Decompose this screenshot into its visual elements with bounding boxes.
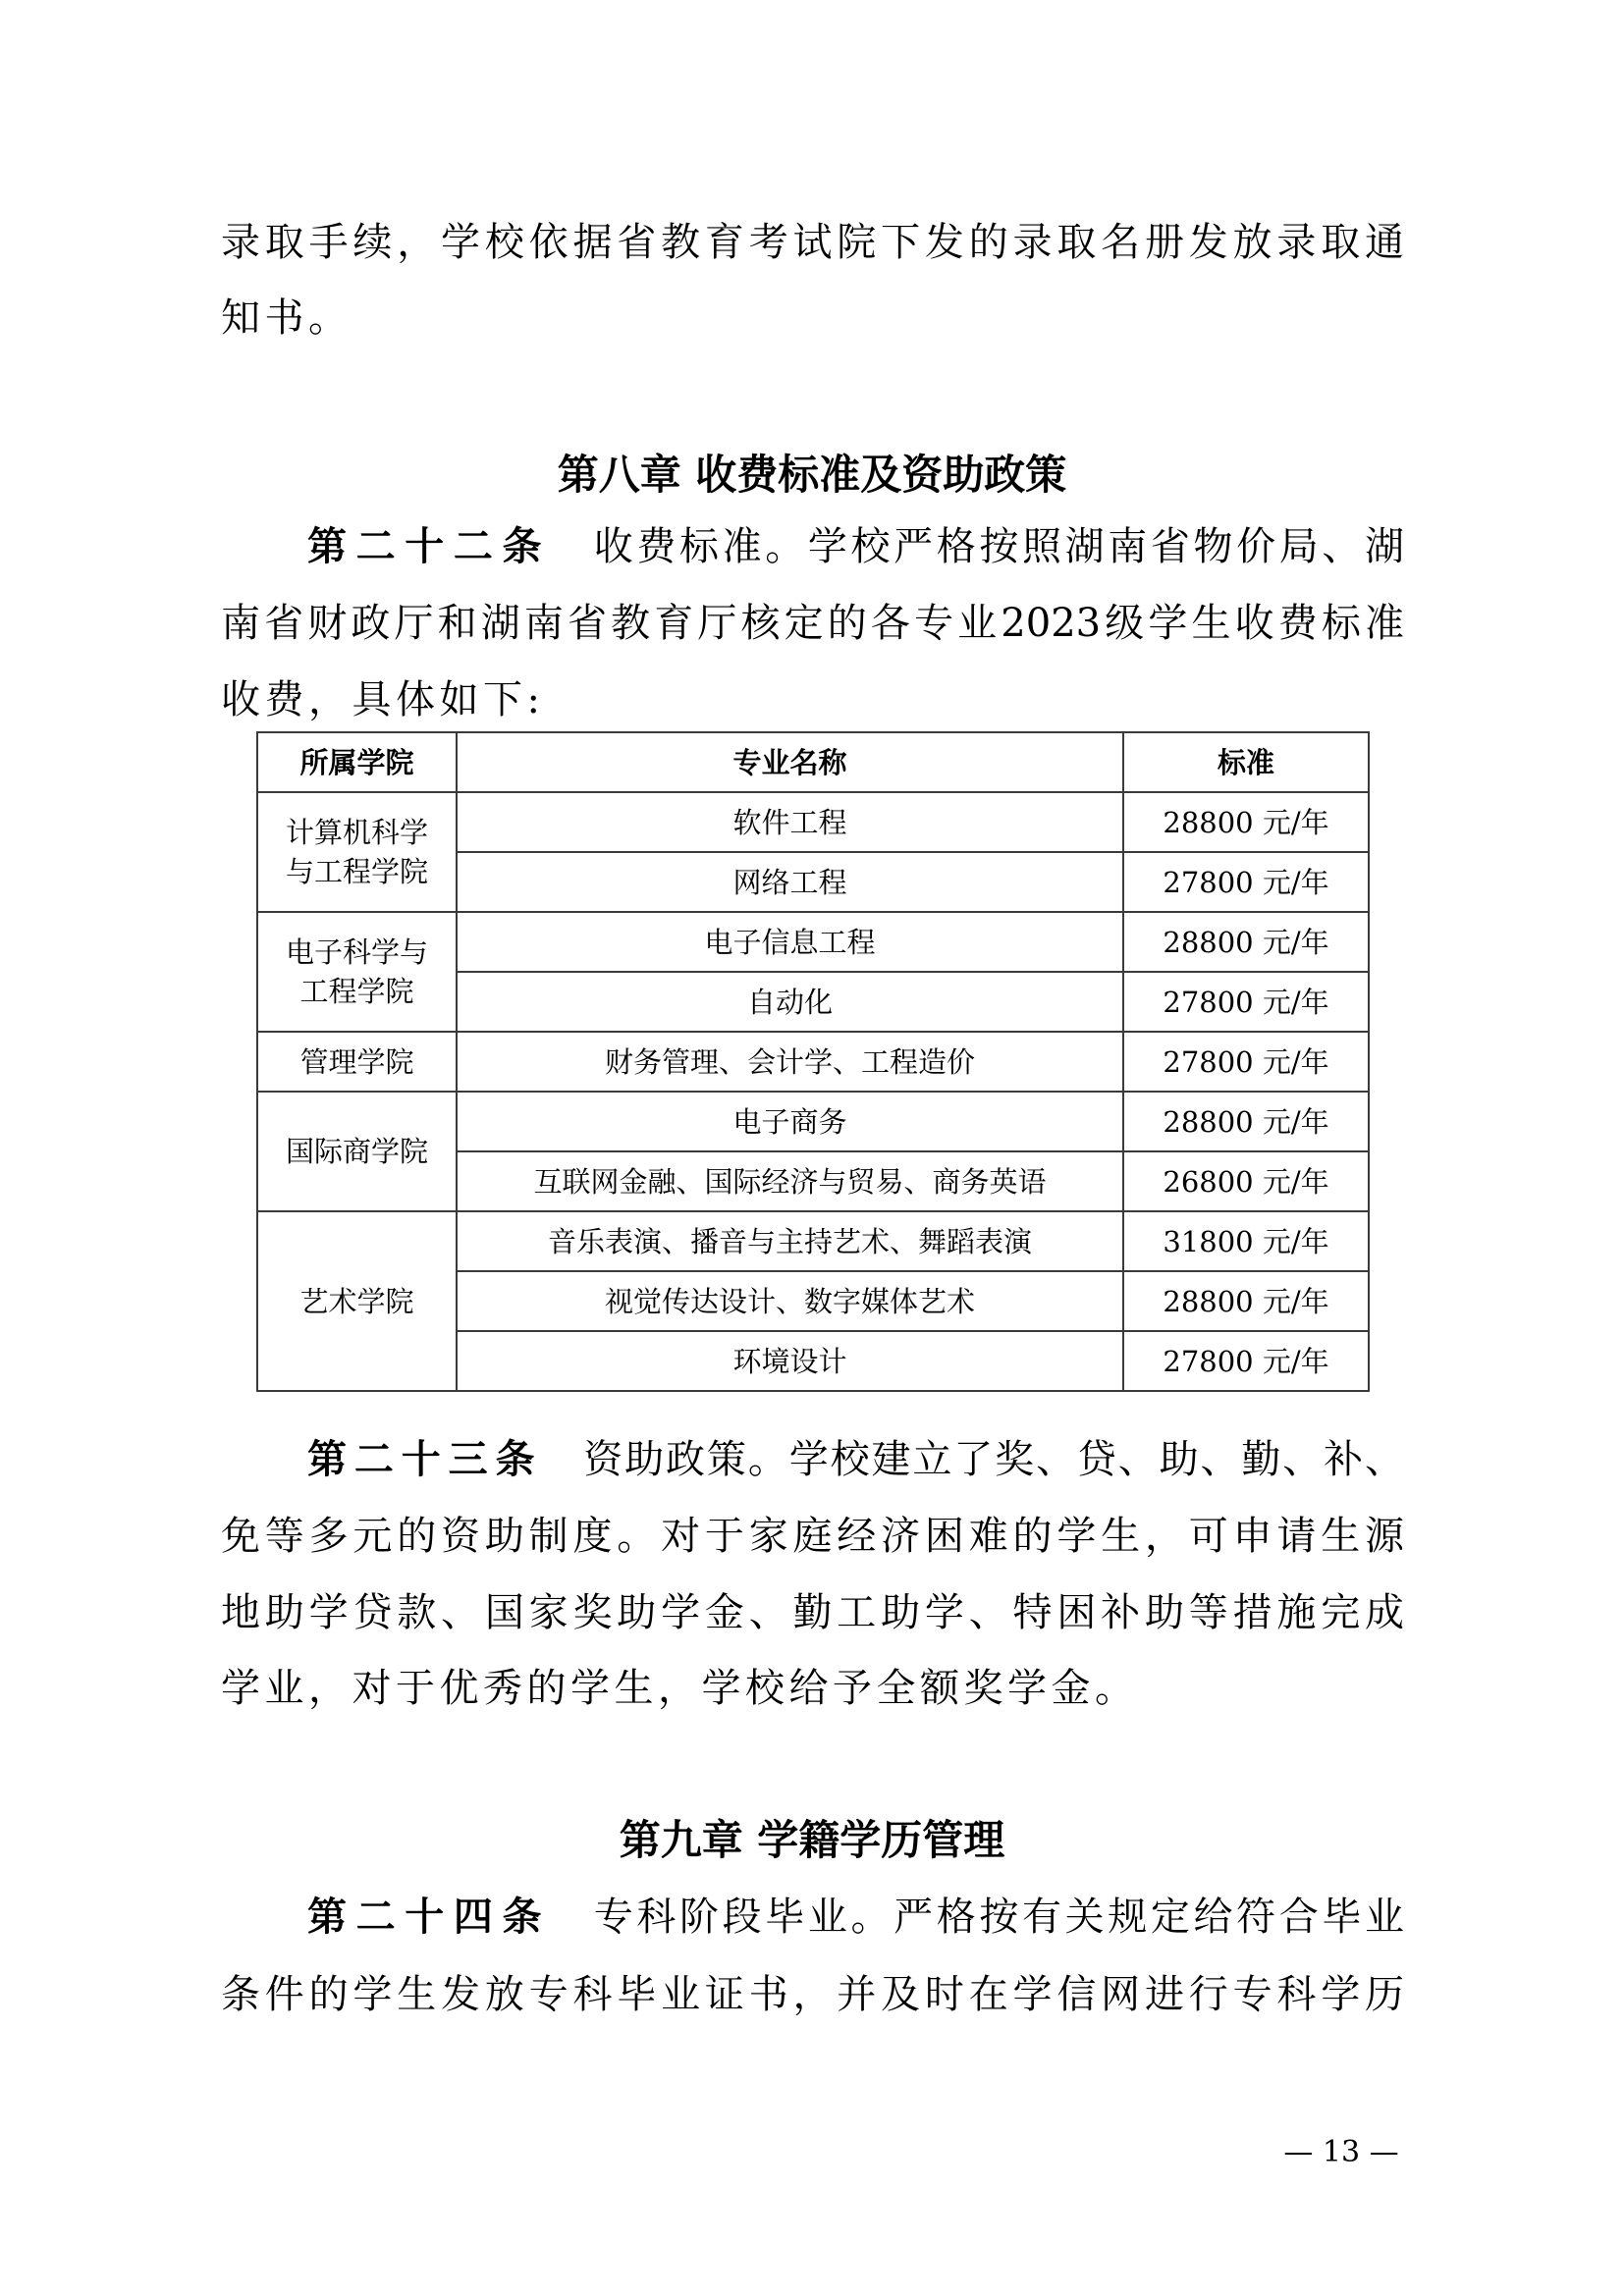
- column-header-college: 所属学院: [257, 732, 457, 792]
- fee-standard-table: [256, 731, 1370, 1392]
- major-cell: 网络工程: [457, 852, 1123, 912]
- major-cell: 环境设计: [457, 1331, 1123, 1391]
- article-label: 第二十三条: [307, 1437, 543, 1482]
- fee-cell: 27800 元/年: [1123, 1032, 1369, 1092]
- body-text-line: 录取手续，学校依据省教育考试院下发的录取名册发放录取通: [221, 220, 1404, 265]
- fee-cell: 28800 元/年: [1123, 912, 1369, 972]
- major-cell: 互联网金融、国际经济与贸易、商务英语: [457, 1151, 1123, 1211]
- college-cell: 艺术学院: [257, 1211, 457, 1391]
- article-first-line: [307, 1888, 1404, 1947]
- fee-cell: 27800 元/年: [1123, 1331, 1369, 1391]
- page-number: — 13 —: [1283, 2135, 1399, 2169]
- article-text: 专科阶段毕业。严格按有关规定给符合毕业: [593, 1895, 1404, 1940]
- major-cell: 自动化: [457, 972, 1123, 1032]
- fee-cell: 26800 元/年: [1123, 1151, 1369, 1211]
- fee-cell: 27800 元/年: [1123, 972, 1369, 1032]
- college-cell: [257, 792, 457, 912]
- body-text-line: 免等多元的资助制度。对于家庭经济困难的学生，可申请生源: [221, 1514, 1404, 1559]
- body-text-line: 地助学贷款、国家奖助学金、勤工助学、特困补助等措施完成: [221, 1590, 1404, 1635]
- body-text-line: 条件的学生发放专科毕业证书，并及时在学信网进行专科学历: [221, 1972, 1404, 2017]
- spacer: [551, 524, 594, 569]
- article-label: 第二十四条: [307, 1895, 552, 1940]
- fee-cell: 31800 元/年: [1123, 1211, 1369, 1271]
- major-cell: 软件工程: [457, 792, 1123, 852]
- table-row: [257, 1211, 1369, 1271]
- fee-cell: 27800 元/年: [1123, 852, 1369, 912]
- major-cell: 视觉传达设计、数字媒体艺术: [457, 1271, 1123, 1331]
- college-name-line: 工程学院: [299, 975, 414, 1008]
- spacer: [551, 1895, 594, 1940]
- article-label: 第二十二条: [307, 524, 552, 569]
- article-text: 收费标准。学校严格按照湖南省物价局、湖: [593, 524, 1404, 569]
- spacer: [542, 1437, 583, 1482]
- body-text-line: 知书。: [221, 295, 352, 341]
- article-first-line: [307, 517, 1404, 576]
- body-text-line: 收费，具体如下:: [221, 677, 545, 722]
- college-cell: [257, 912, 457, 1032]
- major-cell: 财务管理、会计学、工程造价: [457, 1032, 1123, 1092]
- column-header-fee: 标准: [1123, 732, 1369, 792]
- college-name-line: 计算机科学: [285, 816, 428, 849]
- table-row: [257, 792, 1369, 852]
- college-cell: 管理学院: [257, 1032, 457, 1092]
- column-header-major: 专业名称: [457, 732, 1123, 792]
- major-cell: 电子商务: [457, 1092, 1123, 1151]
- fee-cell: 28800 元/年: [1123, 1092, 1369, 1151]
- chapter-heading: 第九章 学籍学历管理: [619, 1816, 1005, 1864]
- major-cell: 电子信息工程: [457, 912, 1123, 972]
- table-row: [257, 1092, 1369, 1151]
- major-cell: 音乐表演、播音与主持艺术、舞蹈表演: [457, 1211, 1123, 1271]
- table-header-row: [257, 732, 1369, 792]
- college-name-line: 电子科学与: [285, 935, 428, 969]
- fee-cell: 28800 元/年: [1123, 792, 1369, 852]
- college-name-line: 与工程学院: [285, 855, 428, 888]
- article-text: 资助政策。学校建立了奖、贷、助、勤、补、: [583, 1437, 1405, 1482]
- table-row: [257, 1032, 1369, 1092]
- fee-cell: 28800 元/年: [1123, 1271, 1369, 1331]
- table-row: [257, 912, 1369, 972]
- body-text-line: 南省财政厅和湖南省教育厅核定的各专业2023级学生收费标准: [221, 601, 1404, 646]
- college-cell: 国际商学院: [257, 1092, 457, 1211]
- body-text-line: 学业，对于优秀的学生，学校给予全额奖学金。: [221, 1666, 1139, 1711]
- chapter-heading: 第八章 收费标准及资助政策: [557, 451, 1067, 499]
- article-first-line: [307, 1430, 1404, 1489]
